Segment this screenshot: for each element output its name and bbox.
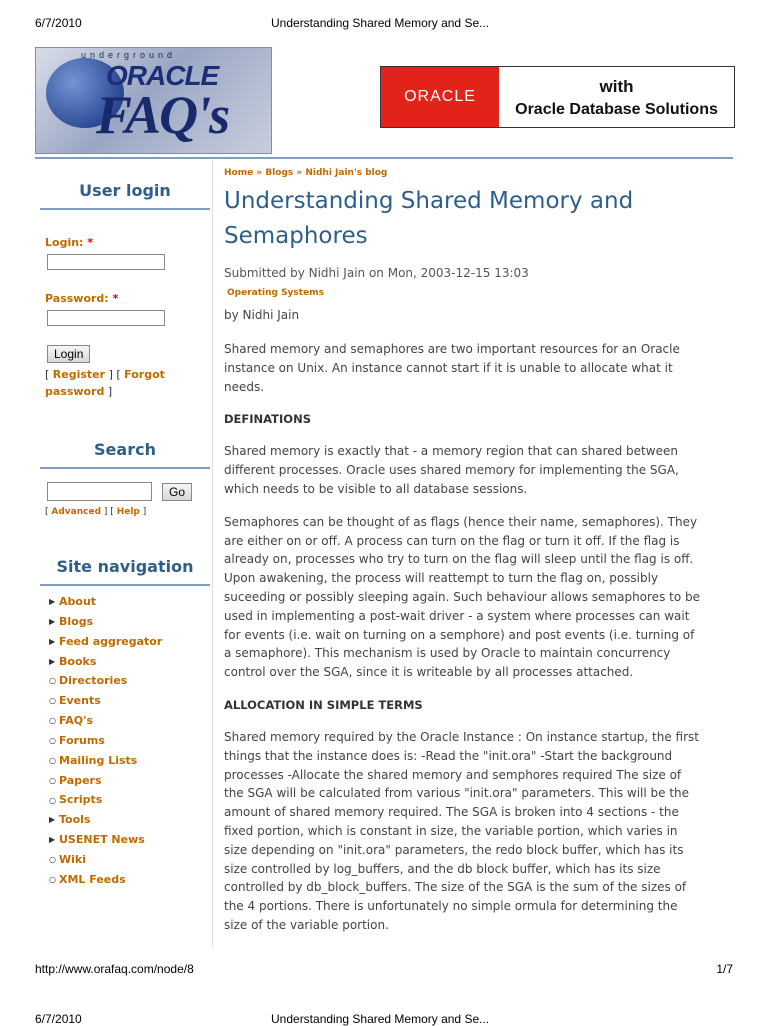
login-button[interactable]: Login xyxy=(47,345,90,363)
sidebar-nav-label: About xyxy=(59,595,97,608)
print-doc-title: Understanding Shared Memory and Se... xyxy=(271,16,490,30)
sidebar-nav-label: Directories xyxy=(59,674,128,688)
password-label: Password: * xyxy=(45,292,119,305)
sidebar-nav-item[interactable] xyxy=(40,711,210,731)
required-mark: * xyxy=(112,292,119,305)
expand-arrow-icon: ▶ xyxy=(49,815,56,825)
page-title: Understanding Shared Memory and Semaphores xyxy=(224,188,634,249)
sidebar-nav-item[interactable] xyxy=(40,870,210,890)
banner-tagline xyxy=(499,75,734,121)
login-input[interactable] xyxy=(47,254,165,270)
leaf-bullet-icon: ○ xyxy=(49,676,56,686)
sidebar-nav-item[interactable] xyxy=(40,830,210,850)
expand-arrow-icon: ▶ xyxy=(49,636,56,646)
oracle-banner-ad[interactable] xyxy=(380,66,735,128)
sidebar-nav-item[interactable] xyxy=(40,731,210,751)
shared-memory-paragraph: Shared memory is exactly that - a memory region that can shared between different processes. Oracle uses shared memory for implementing the SGA, which needs to be visible to all database sessions. xyxy=(224,444,679,496)
banner-with: with xyxy=(599,77,634,96)
expand-arrow-icon: ▶ xyxy=(49,597,56,607)
by-line: by Nidhi Jain xyxy=(224,308,300,322)
breadcrumb-blogs[interactable]: Blogs xyxy=(265,168,294,178)
sidebar-nav-label: Papers xyxy=(59,773,102,787)
site-navigation-title: Site navigation xyxy=(56,557,194,576)
allocation-paragraph: Shared memory required by the Oracle Instance : On instance startup, the first things that the instance does is: -Read the "init.ora" -Start the background processes -Allocate the shared memory and semphores required The size of the SGA will be calculated from various "init.ora" parameters. This will be the amount of shared memory required. The SGA is broken into 4 sections - the fixed portion, which is constant in size, the variable portion, which varies in size depending on "init.ora" parameters, the redo block buffer, which has its size controlled by log_buffers, and the db block buffer, which has its size controlled by db_block_buffers. The size of the SGA is the sum of the sizes of the 4 portions. There is unfortunately no simple ormula for determining the size of the variable portion. xyxy=(224,729,699,932)
sidebar-nav-label: Books xyxy=(59,654,97,668)
bracket-close: ] xyxy=(107,385,113,398)
sidebar-divider xyxy=(40,584,210,586)
allocation-heading: ALLOCATION IN SIMPLE TERMS xyxy=(224,697,423,712)
sidebar-nav-label: USENET News xyxy=(59,833,145,847)
main-content xyxy=(224,168,700,935)
category-tag[interactable]: Operating Systems xyxy=(227,288,324,298)
sidebar-nav-item[interactable] xyxy=(40,850,210,870)
advanced-search-link[interactable]: Advanced xyxy=(51,507,102,517)
breadcrumb-sep: » xyxy=(256,168,263,178)
sidebar-nav-label: Scripts xyxy=(59,793,103,807)
sidebar-nav-label: Events xyxy=(59,694,101,708)
print-page-number: 1/7 xyxy=(716,962,733,976)
sidebar-divider xyxy=(40,208,210,210)
leaf-bullet-icon: ○ xyxy=(49,795,56,805)
sidebar-nav-item[interactable] xyxy=(40,790,210,810)
site-logo[interactable] xyxy=(35,47,272,154)
breadcrumb-home[interactable]: Home xyxy=(224,168,254,178)
logo-line1: ORACLE xyxy=(106,60,219,91)
sidebar-nav-label: FAQ's xyxy=(59,714,94,728)
bracket-open: [ xyxy=(116,368,121,381)
sidebar-nav-item[interactable] xyxy=(40,612,210,632)
required-mark: * xyxy=(87,236,94,249)
print-doc-title: Understanding Shared Memory and Se... xyxy=(271,1012,490,1026)
sidebar-divider xyxy=(40,467,210,469)
expand-arrow-icon: ▶ xyxy=(49,656,56,666)
logo-line2: FAQ's xyxy=(96,85,229,145)
bracket-open: [ xyxy=(110,507,114,517)
search-help-link[interactable]: Help xyxy=(116,507,140,517)
submitted-info: Submitted by Nidhi Jain on Mon, 2003-12-15 13:03 xyxy=(224,266,529,280)
sidebar-nav-item[interactable] xyxy=(40,771,210,791)
sidebar-nav-label: Wiki xyxy=(59,852,86,866)
site-navigation-list xyxy=(40,592,210,890)
semaphores-paragraph: Semaphores can be thought of as flags (hence their name, semaphores). They are either on or off. A process can turn on the flag or turn it off. If the flag is already on, processes who try to turn on the flag will sleep until the flag is off. Upon awakening, the process will reattempt to turn the flag on, possibly suceeding or possibly sleeping again. Such behaviour allows semaphores to be used in implementing a post-wait driver - a system where processes can wait for events (i.e. wait on turning on a semphore) and post events (i.e. turning of a semaphore). This mechanism is used by Oracle to maintain concurrency control over the SGA, since it is writeable by all processes attached. xyxy=(224,514,700,680)
search-input[interactable] xyxy=(47,482,152,501)
sidebar-nav-label: XML Feeds xyxy=(59,872,126,886)
print-url: http://www.orafaq.com/node/8 xyxy=(35,962,194,976)
leaf-bullet-icon: ○ xyxy=(49,775,56,785)
sidebar-nav-item[interactable] xyxy=(40,671,210,691)
sidebar-nav-label: Mailing Lists xyxy=(59,753,138,767)
bracket-close: ] xyxy=(108,368,113,381)
user-login-title: User login xyxy=(79,181,171,200)
leaf-bullet-icon: ○ xyxy=(49,755,56,765)
oracle-brand-text: ORACLE xyxy=(404,88,476,105)
forgot-password-link[interactable]: Forgot password xyxy=(45,368,165,398)
banner-solutions: Oracle Database Solutions xyxy=(515,101,718,118)
intro-paragraph: Shared memory and semaphores are two important resources for an Oracle instance on Unix. An instance cannot start if it is unable to allocate what it needs. xyxy=(224,342,680,394)
print-date: 6/7/2010 xyxy=(35,16,82,30)
bracket-open: [ xyxy=(45,507,49,517)
register-link[interactable]: Register xyxy=(52,368,106,381)
sidebar-nav-item[interactable] xyxy=(40,751,210,771)
breadcrumb-author-blog[interactable]: Nidhi Jain's blog xyxy=(305,168,388,178)
column-divider xyxy=(212,160,213,948)
leaf-bullet-icon: ○ xyxy=(49,716,56,726)
leaf-bullet-icon: ○ xyxy=(49,874,56,884)
sidebar-nav-label: Tools xyxy=(59,813,91,827)
sidebar-nav-label: Blogs xyxy=(59,614,94,628)
leaf-bullet-icon: ○ xyxy=(49,696,56,706)
print-date: 6/7/2010 xyxy=(35,1012,82,1026)
sidebar-nav-item[interactable] xyxy=(40,691,210,711)
header-divider xyxy=(35,157,733,159)
breadcrumb-sep: » xyxy=(296,168,303,178)
sidebar-nav-label: Forums xyxy=(59,733,105,747)
sidebar-nav-item[interactable] xyxy=(40,592,210,612)
bracket-close: ] xyxy=(103,507,108,517)
breadcrumb xyxy=(224,168,700,178)
logo-small-text: underground xyxy=(81,50,177,60)
search-title: Search xyxy=(94,440,156,459)
sidebar-nav-label: Feed aggregator xyxy=(59,634,163,648)
sidebar-nav-item[interactable] xyxy=(40,632,210,652)
definitions-heading: DEFINATIONS xyxy=(224,412,311,427)
sidebar xyxy=(40,160,210,890)
sidebar-nav-item[interactable] xyxy=(40,810,210,830)
sidebar-nav-item[interactable] xyxy=(40,652,210,672)
oracle-brand-box xyxy=(381,67,499,127)
expand-arrow-icon: ▶ xyxy=(49,616,56,626)
leaf-bullet-icon: ○ xyxy=(49,855,56,865)
password-input[interactable] xyxy=(47,310,165,326)
expand-arrow-icon: ▶ xyxy=(49,835,56,845)
login-label: Login: * xyxy=(45,236,94,249)
bracket-close: ] xyxy=(142,507,147,517)
search-go-button[interactable]: Go xyxy=(162,483,192,501)
leaf-bullet-icon: ○ xyxy=(49,735,56,745)
bracket-open: [ xyxy=(45,368,50,381)
